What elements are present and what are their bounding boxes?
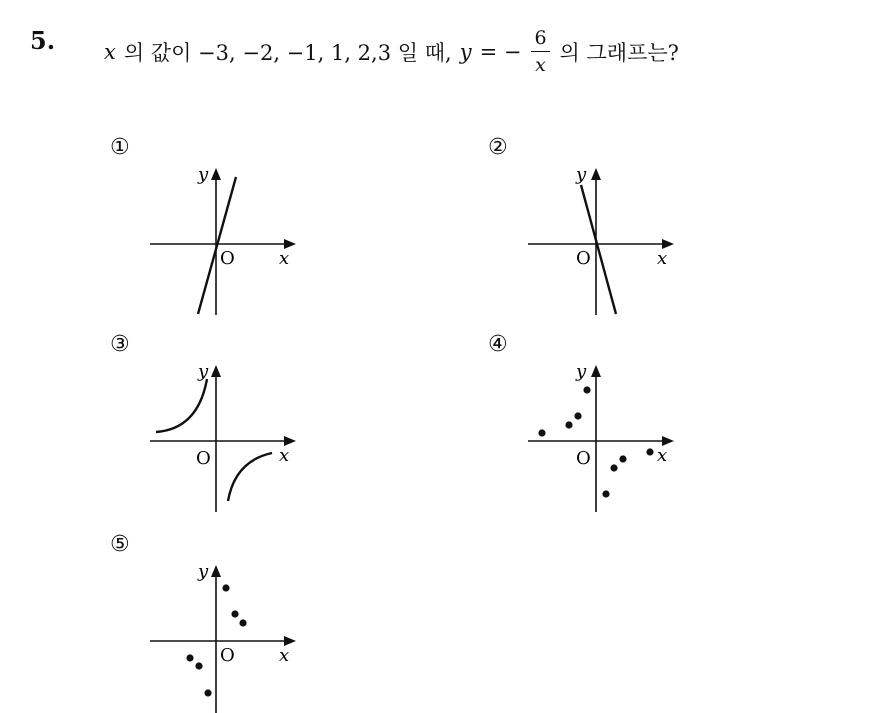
point [538,429,545,436]
point [583,386,590,393]
variable-x: x [104,40,116,64]
y-axis-label: y [198,561,209,582]
origin-label: O [196,448,211,469]
origin-label: O [576,448,591,469]
point [646,448,653,455]
point [602,490,609,497]
origin-label: O [220,645,235,666]
y-axis-label: y [576,361,587,382]
origin-label: O [576,248,591,269]
question-number: 5. [30,26,56,55]
x-axis-label: x [279,645,290,666]
fraction-denominator: x [535,54,546,77]
point [231,610,238,617]
choice-4-graph[interactable] [518,357,688,517]
choice-3-mark[interactable]: ③ [110,332,130,357]
question-text-part2: 의 그래프는? [559,41,679,65]
choice-4-mark[interactable]: ④ [488,332,508,357]
x-axis-label: x [657,445,668,466]
curve-left-branch [156,379,207,432]
choice-2-graph[interactable] [518,160,688,320]
point [239,619,246,626]
fraction-numerator: 6 [534,26,547,49]
curve-right-branch [228,453,272,501]
choice-5-graph[interactable] [140,557,310,713]
graph-line [198,177,236,314]
variable-y: y [459,40,472,64]
x-axis-label: x [657,248,668,269]
choice-2-mark[interactable]: ② [488,135,508,160]
equals-minus: = − [479,40,522,64]
question-text [104,24,679,80]
choice-1-mark[interactable]: ① [110,135,130,160]
point [565,421,572,428]
y-axis-arrow-icon [211,365,221,377]
y-axis-arrow-icon [211,565,221,577]
point [574,412,581,419]
point [204,689,211,696]
point [186,654,193,661]
x-axis-label: x [279,445,290,466]
point [222,584,229,591]
y-axis-arrow-icon [591,365,601,377]
y-axis-label: y [198,164,209,185]
y-axis-label: y [576,164,587,185]
y-axis-arrow-icon [211,168,221,180]
point [610,464,617,471]
y-axis-label: y [198,361,209,382]
choice-5-mark[interactable]: ⑤ [110,532,130,557]
question-text-part1: 의 값이 −3, −2, −1, 1, 2,3 일 때, [123,41,452,65]
point [195,662,202,669]
origin-label: O [220,248,235,269]
y-axis-arrow-icon [591,168,601,180]
choice-1-graph[interactable] [140,160,310,320]
point [619,455,626,462]
fraction [531,26,549,77]
choice-3-graph[interactable] [140,357,310,517]
x-axis-label: x [279,248,290,269]
